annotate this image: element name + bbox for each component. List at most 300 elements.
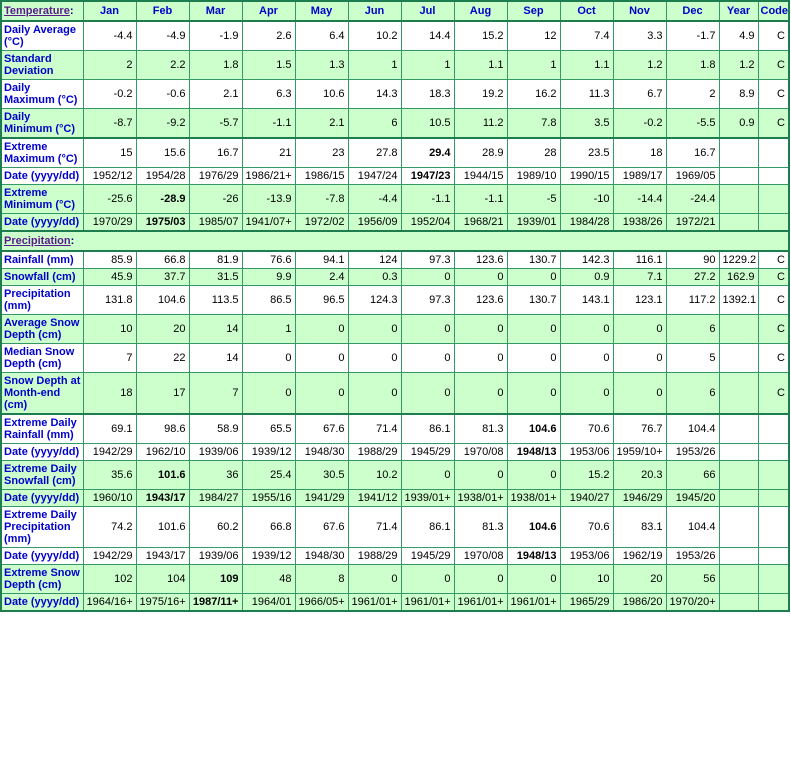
data-cell: 1939/12 [242,444,295,461]
data-cell: 14.3 [348,80,401,109]
data-cell: 14.4 [401,21,454,51]
data-cell: 3.5 [560,109,613,139]
data-cell: 23.5 [560,138,613,168]
data-cell: 0.3 [348,269,401,286]
data-cell: 58.9 [189,414,242,444]
table-row [1,251,789,269]
data-cell: 15 [83,138,136,168]
data-cell: 101.6 [136,507,189,548]
data-cell: 98.6 [136,414,189,444]
data-cell: 1938/01+ [507,490,560,507]
data-cell: 1.8 [666,51,719,80]
col-header-year: Year [719,1,758,21]
data-cell: 1986/21+ [242,168,295,185]
data-cell: 124 [348,251,401,269]
data-cell: 27.8 [348,138,401,168]
year-cell: 0.9 [719,109,758,139]
data-cell: 27.2 [666,269,719,286]
data-cell: 48 [242,565,295,594]
data-cell: 6 [348,109,401,139]
data-cell: 0 [401,344,454,373]
data-cell: 30.5 [295,461,348,490]
data-cell: 16.7 [666,138,719,168]
data-cell: 17 [136,373,189,415]
data-cell: 7 [189,373,242,415]
data-cell: 1.2 [613,51,666,80]
data-cell: 1941/29 [295,490,348,507]
data-cell: 5 [666,344,719,373]
data-cell: 1968/21 [454,214,507,232]
data-cell: 117.2 [666,286,719,315]
data-cell: 1987/11+ [189,594,242,612]
data-cell: 0 [401,269,454,286]
code-cell: C [758,286,789,315]
table-row [1,344,789,373]
column-header-row [1,1,789,21]
data-cell: 2 [666,80,719,109]
data-cell: 19.2 [454,80,507,109]
data-cell: 3.3 [613,21,666,51]
code-cell [758,507,789,548]
data-cell: 1965/29 [560,594,613,612]
code-cell [758,138,789,168]
data-cell: 1952/12 [83,168,136,185]
data-cell: 1985/07 [189,214,242,232]
data-cell: -4.4 [348,185,401,214]
data-cell: 1948/13 [507,548,560,565]
data-cell: 1939/06 [189,548,242,565]
year-cell [719,565,758,594]
data-cell: 1975/16+ [136,594,189,612]
data-cell: 1970/20+ [666,594,719,612]
row-label: Daily Maximum (°C) [1,80,83,109]
table-row [1,444,789,461]
data-cell: 1970/08 [454,548,507,565]
data-cell: 1948/30 [295,548,348,565]
data-cell: 0 [560,344,613,373]
data-cell: 7.4 [560,21,613,51]
data-cell: 25.4 [242,461,295,490]
code-cell [758,594,789,612]
data-cell: 116.1 [613,251,666,269]
data-cell: -26 [189,185,242,214]
row-label: Precipitation (mm) [1,286,83,315]
year-cell [719,414,758,444]
data-cell: -0.6 [136,80,189,109]
row-label: Date (yyyy/dd) [1,168,83,185]
data-cell: 0 [560,315,613,344]
data-cell: 123.6 [454,286,507,315]
data-cell: 67.6 [295,507,348,548]
data-cell: 1961/01+ [348,594,401,612]
code-cell [758,548,789,565]
data-cell: 86.5 [242,286,295,315]
data-cell: 0 [507,344,560,373]
data-cell: 102 [83,565,136,594]
data-cell: 0 [454,269,507,286]
data-cell: 0 [401,565,454,594]
data-cell: 1939/01+ [401,490,454,507]
table-row [1,414,789,444]
row-label: Extreme Snow Depth (cm) [1,565,83,594]
data-cell: 97.3 [401,286,454,315]
data-cell: -4.9 [136,21,189,51]
data-cell: 18 [613,138,666,168]
row-label: Average Snow Depth (cm) [1,315,83,344]
data-cell: 104.4 [666,507,719,548]
data-cell: 0 [613,373,666,415]
row-label: Daily Average (°C) [1,21,83,51]
data-cell: 0 [348,315,401,344]
data-cell: 86.1 [401,414,454,444]
precipitation-section-row [1,231,789,251]
data-cell: 96.5 [295,286,348,315]
data-cell: -0.2 [613,109,666,139]
row-label: Extreme Daily Rainfall (mm) [1,414,83,444]
data-cell: 21 [242,138,295,168]
data-cell: 71.4 [348,414,401,444]
table-row [1,214,789,232]
data-cell: 83.1 [613,507,666,548]
code-cell [758,444,789,461]
data-cell: 2.1 [295,109,348,139]
data-cell: 1938/26 [613,214,666,232]
data-cell: 22 [136,344,189,373]
data-cell: -1.9 [189,21,242,51]
table-row [1,548,789,565]
data-cell: 1961/01+ [507,594,560,612]
data-cell: 94.1 [295,251,348,269]
data-cell: 1961/01+ [454,594,507,612]
data-cell: 0 [348,565,401,594]
data-cell: 1941/07+ [242,214,295,232]
data-cell: 81.3 [454,414,507,444]
data-cell: 29.4 [401,138,454,168]
data-cell: 7 [83,344,136,373]
row-label: Extreme Daily Precipitation (mm) [1,507,83,548]
data-cell: 15.2 [560,461,613,490]
data-cell: 1972/02 [295,214,348,232]
precipitation-section-link[interactable]: Precipitation [4,235,71,247]
data-cell: 104.6 [136,286,189,315]
data-cell: 0 [507,315,560,344]
col-header-apr: Apr [242,1,295,21]
data-cell: 0 [454,373,507,415]
data-cell: 1975/03 [136,214,189,232]
data-cell: 1943/17 [136,490,189,507]
data-cell: 143.1 [560,286,613,315]
data-cell: 65.5 [242,414,295,444]
data-cell: 10 [560,565,613,594]
data-cell: 0 [613,315,666,344]
data-cell: 1969/05 [666,168,719,185]
data-cell: -7.8 [295,185,348,214]
data-cell: -10 [560,185,613,214]
data-cell: 36 [189,461,242,490]
data-cell: 1947/23 [401,168,454,185]
data-cell: -13.9 [242,185,295,214]
data-cell: 104.6 [507,507,560,548]
data-cell: 0 [295,373,348,415]
data-cell: 1964/16+ [83,594,136,612]
data-cell: 1954/28 [136,168,189,185]
table-row [1,138,789,168]
data-cell: 0 [454,461,507,490]
data-cell: 1953/06 [560,444,613,461]
year-cell [719,444,758,461]
data-cell: 1.1 [560,51,613,80]
col-header-aug: Aug [454,1,507,21]
data-cell: 15.6 [136,138,189,168]
data-cell: 1941/12 [348,490,401,507]
data-cell: 12 [507,21,560,51]
row-label: Standard Deviation [1,51,83,80]
data-cell: -1.1 [401,185,454,214]
col-header-sep: Sep [507,1,560,21]
data-cell: 0 [295,315,348,344]
table-row [1,168,789,185]
data-cell: 6 [666,373,719,415]
table-row [1,373,789,415]
data-cell: 28 [507,138,560,168]
data-cell: 1989/10 [507,168,560,185]
year-cell [719,461,758,490]
code-cell: C [758,51,789,80]
code-cell: C [758,80,789,109]
data-cell: 1940/27 [560,490,613,507]
data-cell: 6.7 [613,80,666,109]
table-row [1,269,789,286]
table-row [1,185,789,214]
data-cell: 1952/04 [401,214,454,232]
col-header-feb: Feb [136,1,189,21]
data-cell: 7.1 [613,269,666,286]
data-cell: 1955/16 [242,490,295,507]
data-cell: 14 [189,344,242,373]
data-cell: 0 [454,565,507,594]
data-cell: 10.6 [295,80,348,109]
data-cell: 2 [83,51,136,80]
data-cell: 1938/01+ [454,490,507,507]
data-cell: 130.7 [507,251,560,269]
data-cell: 123.6 [454,251,507,269]
year-cell: 1392.1 [719,286,758,315]
data-cell: 86.1 [401,507,454,548]
table-row [1,461,789,490]
data-cell: 81.3 [454,507,507,548]
data-cell: 20 [613,565,666,594]
data-cell: 0 [401,315,454,344]
data-cell: 6 [666,315,719,344]
data-cell: 0 [507,565,560,594]
data-cell: -5.7 [189,109,242,139]
row-label: Snow Depth at Month-end (cm) [1,373,83,415]
data-cell: 0 [295,344,348,373]
col-header-nov: Nov [613,1,666,21]
data-cell: -5 [507,185,560,214]
data-cell: 1939/01 [507,214,560,232]
data-cell: 71.4 [348,507,401,548]
data-cell: -25.6 [83,185,136,214]
data-cell: 1945/20 [666,490,719,507]
data-cell: 1959/10+ [613,444,666,461]
code-cell: C [758,109,789,139]
data-cell: 0 [348,344,401,373]
year-cell [719,548,758,565]
data-cell: 130.7 [507,286,560,315]
code-cell [758,490,789,507]
data-cell: -1.1 [242,109,295,139]
data-cell: 1943/17 [136,548,189,565]
data-cell: 1945/29 [401,444,454,461]
data-cell: 1970/29 [83,214,136,232]
col-header-jan: Jan [83,1,136,21]
col-header-dec: Dec [666,1,719,21]
data-cell: 1 [348,51,401,80]
col-header-mar: Mar [189,1,242,21]
data-cell: -4.4 [83,21,136,51]
data-cell: 1986/15 [295,168,348,185]
data-cell: -1.7 [666,21,719,51]
row-label: Extreme Minimum (°C) [1,185,83,214]
data-cell: 28.9 [454,138,507,168]
code-cell: C [758,21,789,51]
data-cell: 1953/26 [666,548,719,565]
year-cell [719,373,758,415]
row-label: Extreme Maximum (°C) [1,138,83,168]
data-cell: 18 [83,373,136,415]
data-cell: 1984/28 [560,214,613,232]
data-cell: 18.3 [401,80,454,109]
data-cell: 1 [507,51,560,80]
data-cell: 37.7 [136,269,189,286]
data-cell: 1986/20 [613,594,666,612]
table-row [1,565,789,594]
row-label: Median Snow Depth (cm) [1,344,83,373]
temperature-section-link[interactable]: Temperature [4,5,70,17]
data-cell: 0.9 [560,269,613,286]
row-label: Date (yyyy/dd) [1,490,83,507]
data-cell: 0 [454,315,507,344]
data-cell: 1989/17 [613,168,666,185]
code-cell: C [758,315,789,344]
data-cell: 1942/29 [83,444,136,461]
data-cell: 113.5 [189,286,242,315]
col-header-jul: Jul [401,1,454,21]
data-cell: 85.9 [83,251,136,269]
year-cell: 8.9 [719,80,758,109]
data-cell: 0 [560,373,613,415]
data-cell: 0 [401,461,454,490]
data-cell: 124.3 [348,286,401,315]
data-cell: 0 [242,344,295,373]
data-cell: 66.8 [242,507,295,548]
data-cell: 142.3 [560,251,613,269]
table-row [1,51,789,80]
data-cell: 76.6 [242,251,295,269]
section-colon: : [69,5,74,17]
data-cell: 11.3 [560,80,613,109]
data-cell: 60.2 [189,507,242,548]
data-cell: -8.7 [83,109,136,139]
data-cell: 0 [507,269,560,286]
table-row [1,490,789,507]
code-cell [758,214,789,232]
data-cell: 76.7 [613,414,666,444]
data-cell: 16.2 [507,80,560,109]
data-cell: 10 [83,315,136,344]
row-label: Date (yyyy/dd) [1,594,83,612]
data-cell: 1962/19 [613,548,666,565]
data-cell: 14 [189,315,242,344]
data-cell: 1 [401,51,454,80]
row-label: Date (yyyy/dd) [1,444,83,461]
data-cell: 1964/01 [242,594,295,612]
data-cell: 10.2 [348,461,401,490]
data-cell: 45.9 [83,269,136,286]
data-cell: 104.4 [666,414,719,444]
data-cell: 74.2 [83,507,136,548]
data-cell: 9.9 [242,269,295,286]
data-cell: 104.6 [507,414,560,444]
data-cell: 1976/29 [189,168,242,185]
data-cell: 1946/29 [613,490,666,507]
col-header-may: May [295,1,348,21]
code-cell: C [758,251,789,269]
year-cell [719,594,758,612]
data-cell: 1966/05+ [295,594,348,612]
data-cell: 131.8 [83,286,136,315]
data-cell: 123.1 [613,286,666,315]
data-cell: 66 [666,461,719,490]
code-cell: C [758,269,789,286]
temperature-section-cell [1,1,83,21]
col-header-code: Code [758,1,789,21]
data-cell: 35.6 [83,461,136,490]
data-cell: 1988/29 [348,548,401,565]
data-cell: 6.4 [295,21,348,51]
data-cell: 10.2 [348,21,401,51]
row-label: Snowfall (cm) [1,269,83,286]
data-cell: 1942/29 [83,548,136,565]
table-row [1,80,789,109]
code-cell [758,168,789,185]
data-cell: 1988/29 [348,444,401,461]
data-cell: 1948/30 [295,444,348,461]
year-cell [719,344,758,373]
row-label: Extreme Daily Snowfall (cm) [1,461,83,490]
code-cell [758,414,789,444]
data-cell: -24.4 [666,185,719,214]
data-cell: 0 [613,344,666,373]
data-cell: 1961/01+ [401,594,454,612]
data-cell: 1956/09 [348,214,401,232]
data-cell: -28.9 [136,185,189,214]
data-cell: 101.6 [136,461,189,490]
data-cell: 104 [136,565,189,594]
table-row [1,507,789,548]
data-cell: 16.7 [189,138,242,168]
data-cell: 56 [666,565,719,594]
data-cell: 1947/24 [348,168,401,185]
data-cell: 97.3 [401,251,454,269]
code-cell [758,461,789,490]
data-cell: 0 [507,461,560,490]
code-cell [758,565,789,594]
table-row [1,594,789,612]
data-cell: 0 [401,373,454,415]
data-cell: 1948/13 [507,444,560,461]
